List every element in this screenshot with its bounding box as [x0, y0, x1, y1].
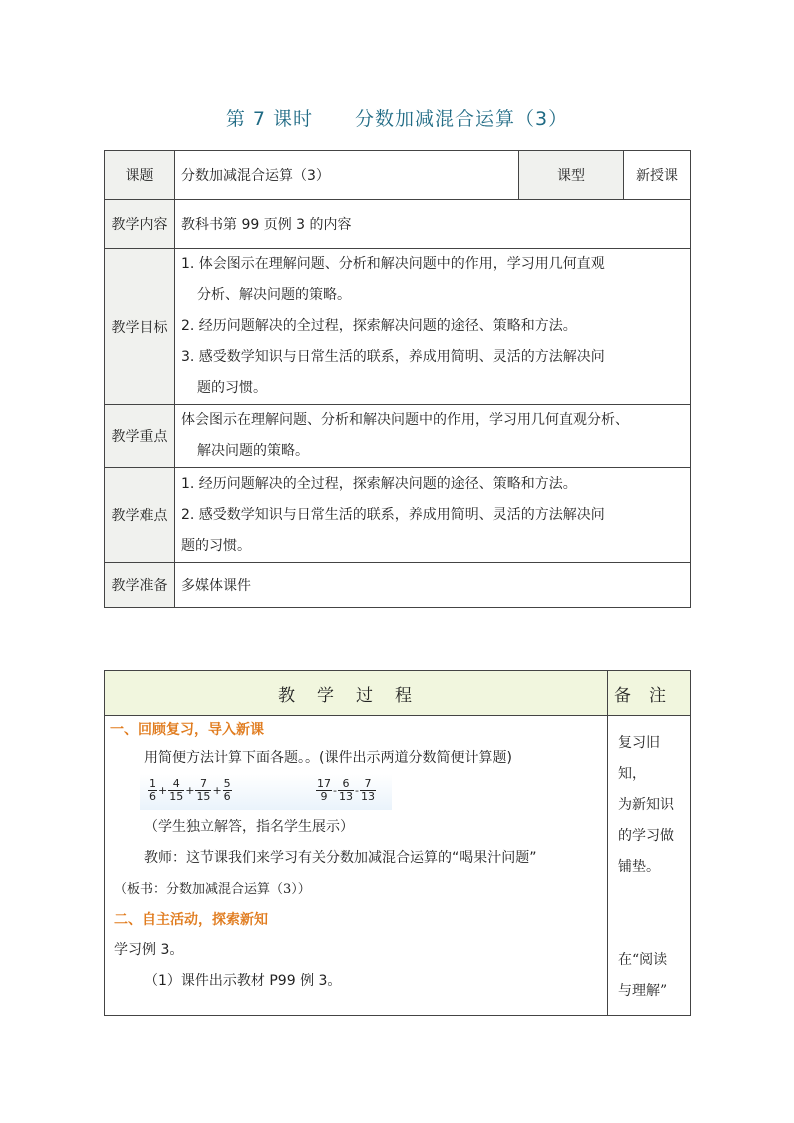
fraction-denominator: 6	[149, 790, 156, 803]
lesson-info-table	[104, 150, 691, 608]
row-topic	[105, 151, 691, 200]
fraction-numerator: 7	[195, 778, 211, 791]
process-line: 用简便方法计算下面各题。。(课件出示两道分数简便计算题)	[144, 750, 512, 766]
note-line: 铺垫。	[618, 859, 660, 875]
note-line: 为新知识	[618, 797, 674, 813]
note-header: 备注	[608, 671, 691, 716]
goal-line: 分析、解决问题的策略。	[197, 287, 351, 303]
fraction	[148, 778, 157, 803]
fraction	[360, 778, 376, 803]
note-line: 与理解”	[618, 983, 668, 999]
process-header-row	[105, 671, 691, 716]
fraction	[195, 778, 211, 803]
process-line: 学习例 3。	[114, 942, 184, 958]
fraction	[316, 778, 332, 803]
difficulty-label: 教学难点	[105, 468, 175, 563]
operator: +	[185, 784, 195, 797]
lesson-number: 第 7 课时	[225, 108, 314, 130]
section-heading-1: 一、回顾复习，导入新课	[110, 722, 264, 738]
operator: -	[333, 784, 337, 797]
goal-line: 题的习惯。	[197, 380, 267, 396]
board-note: （板书：分数加减混合运算（3））	[114, 882, 311, 897]
key-label: 教学重点	[105, 405, 175, 468]
operator: +	[212, 784, 222, 797]
row-prep	[105, 563, 691, 608]
row-goals	[105, 249, 691, 405]
row-key	[105, 405, 691, 468]
type-value: 新授课	[624, 151, 691, 200]
note-line: 复习旧知，	[618, 735, 660, 782]
goals-cell	[175, 249, 691, 405]
section-heading-2: 二、自主活动，探索新知	[114, 912, 268, 928]
fraction-numerator: 6	[338, 778, 354, 791]
fraction-denominator: 15	[196, 790, 211, 803]
key-cell	[175, 405, 691, 468]
fraction-denominator: 15	[169, 790, 184, 803]
key-line: 体会图示在理解问题、分析和解决问题中的作用，学习用几何直观分析、	[181, 412, 629, 428]
fraction-denominator: 13	[360, 790, 375, 803]
fraction-numerator: 1	[149, 777, 156, 790]
fraction-denominator: 9	[320, 790, 328, 803]
type-label: 课型	[519, 151, 624, 200]
topic-value: 分数加减混合运算（3）	[175, 151, 519, 200]
note-content	[608, 716, 691, 1016]
process-line: 教师：这节课我们来学习有关分数加减混合运算的“喝果汁问题”	[144, 850, 537, 866]
topic-label: 课题	[105, 151, 175, 200]
row-difficulty	[105, 468, 691, 563]
prep-value: 多媒体课件	[175, 563, 691, 608]
process-body-row	[105, 716, 691, 1016]
operator: +	[158, 784, 168, 797]
goal-line: 1. 体会图示在理解问题、分析和解决问题中的作用，学习用几何直观	[181, 256, 605, 272]
fraction-numerator: 17	[317, 777, 331, 790]
expression-2	[316, 778, 376, 803]
fraction	[338, 778, 354, 803]
fraction-numerator: 4	[168, 778, 184, 791]
content-label: 教学内容	[105, 200, 175, 249]
fraction-denominator: 13	[338, 790, 353, 803]
row-content	[105, 200, 691, 249]
math-problems	[106, 774, 606, 812]
fraction	[223, 778, 232, 803]
process-content	[105, 716, 608, 1016]
note-line: 在“阅读	[618, 952, 668, 968]
process-header: 教学过程	[105, 671, 608, 716]
math-problems-image	[140, 774, 392, 810]
content-value: 教科书第 99 页例 3 的内容	[175, 200, 691, 249]
page-title	[0, 104, 794, 131]
fraction	[168, 778, 184, 803]
process-line: （1）课件出示教材 P99 例 3。	[144, 973, 342, 989]
goal-line: 2. 经历问题解决的全过程，探索解决问题的途径、策略和方法。	[181, 318, 577, 334]
note-line: 的学习做	[618, 828, 674, 844]
teaching-process-table	[104, 670, 691, 1016]
fraction-denominator: 6	[223, 790, 231, 803]
difficulty-line: 2. 感受数学知识与日常生活的联系，养成用简明、灵活的方法解决问	[181, 506, 605, 523]
difficulty-line: 题的习惯。	[181, 537, 251, 554]
process-line: （学生独立解答，指名学生展示）	[144, 819, 354, 835]
prep-label: 教学准备	[105, 563, 175, 608]
expression-1	[148, 778, 232, 803]
goal-line: 3. 感受数学知识与日常生活的联系，养成用简明、灵活的方法解决问	[181, 349, 605, 365]
lesson-topic: 分数加减混合运算（3）	[355, 108, 569, 130]
fraction-numerator: 5	[223, 777, 231, 790]
operator: -	[354, 784, 359, 797]
key-line: 解决问题的策略。	[197, 443, 309, 459]
difficulty-line: 1. 经历问题解决的全过程，探索解决问题的途径、策略和方法。	[181, 475, 577, 492]
difficulty-cell	[175, 468, 691, 563]
goals-label: 教学目标	[105, 249, 175, 405]
fraction-numerator: 7	[360, 778, 376, 791]
